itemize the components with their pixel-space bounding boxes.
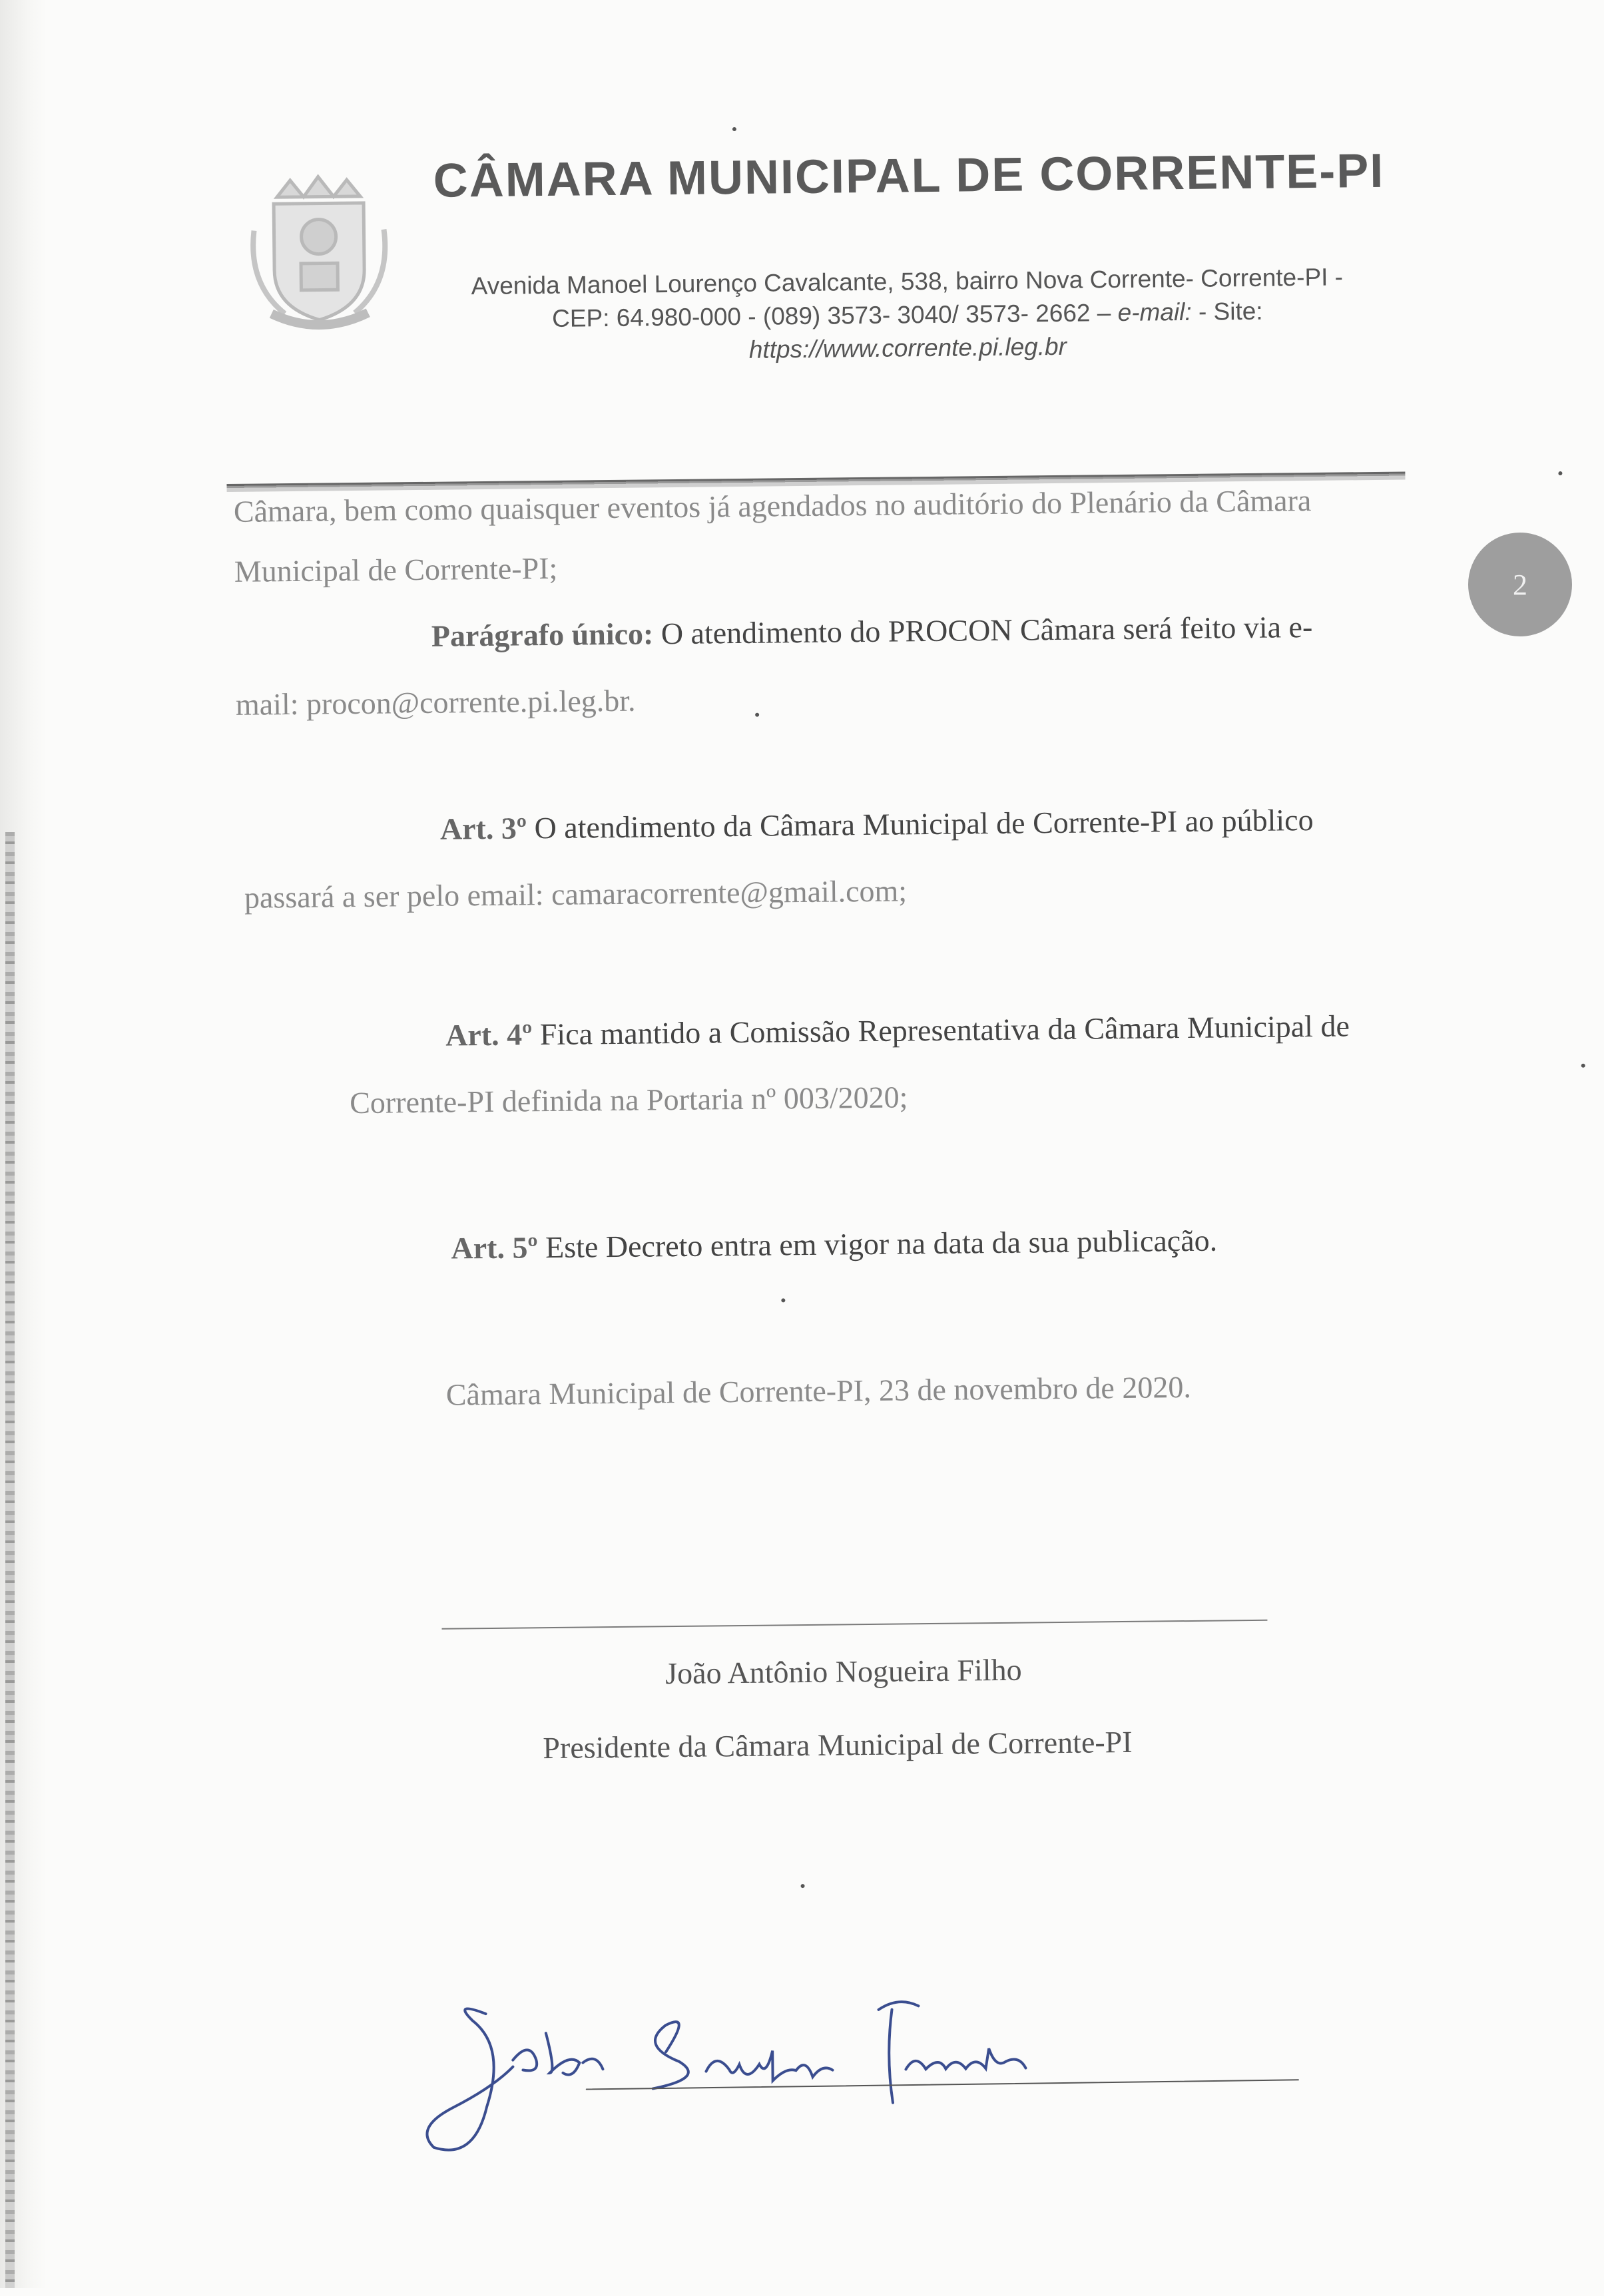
scan-speck [1558, 471, 1562, 475]
art5-text: Este Decreto entra em vigor na data da sua publicação. [537, 1223, 1218, 1265]
paragrafo-unico-text: O atendimento do PROCON Câmara será feito via e- [653, 609, 1313, 651]
municipal-crest-icon [244, 169, 396, 330]
scan-speck [755, 713, 759, 717]
continuation-line-1: Câmara, bem como quaisquer eventos já agendados no auditório do Plenário da Câmara [233, 483, 1312, 529]
art4-label: Art. 4º [445, 1017, 533, 1052]
site-label: - Site: [1191, 297, 1263, 326]
continuation-line-2: Municipal de Corrente-PI; [234, 551, 558, 588]
paragrafo-unico-line-1 [431, 610, 1313, 653]
art5-label: Art. 5º [451, 1230, 538, 1265]
email-label: e-mail: [1117, 298, 1192, 327]
address-line: Avenida Manoel Lourenço Cavalcante, 538, bairro Nova Corrente- Corrente-PI - [471, 263, 1344, 300]
art5-line [451, 1224, 1217, 1265]
scan-speck [781, 1298, 785, 1302]
chamber-address [401, 260, 1414, 370]
page-number-badge: 2 [1468, 533, 1572, 636]
handwritten-signature [412, 1965, 1300, 2174]
art3-line-2: passará a ser pelo email: camaracorrente@gmail.com; [244, 873, 908, 915]
cep-phone-text: CEP: 64.980-000 - (089) 3573- 3040/ 3573- 2662 – [551, 299, 1118, 332]
scan-speck [1581, 1064, 1585, 1068]
paragrafo-unico-line-2: mail: procon@corrente.pi.leg.br. [235, 683, 636, 722]
signatory-name: João Antônio Nogueira Filho [665, 1652, 1022, 1691]
art4-line-2: Corrente-PI definida na Portaria nº 003/2020; [349, 1080, 908, 1120]
date-line: Câmara Municipal de Corrente-PI, 23 de novembro de 2020. [445, 1369, 1192, 1412]
art3-label: Art. 3º [439, 811, 527, 846]
site-url: https://www.corrente.pi.leg.br [748, 332, 1067, 363]
signatory-title: Presidente da Câmara Municipal de Corrente-PI [543, 1724, 1133, 1765]
scan-speck [801, 1884, 805, 1888]
art4-line-1 [445, 1009, 1350, 1052]
paragrafo-unico-label: Parágrafo único: [431, 616, 654, 653]
chamber-title: CÂMARA MUNICIPAL DE CORRENTE-PI [433, 144, 1385, 208]
art3-line-1 [440, 804, 1314, 846]
art3-text: O atendimento da Câmara Municipal de Corrente-PI ao público [526, 802, 1314, 845]
scan-speck [732, 127, 736, 131]
signature-line [441, 1620, 1267, 1630]
art4-text: Fica mantido a Comissão Representativa da Câmara Municipal de [532, 1009, 1350, 1052]
